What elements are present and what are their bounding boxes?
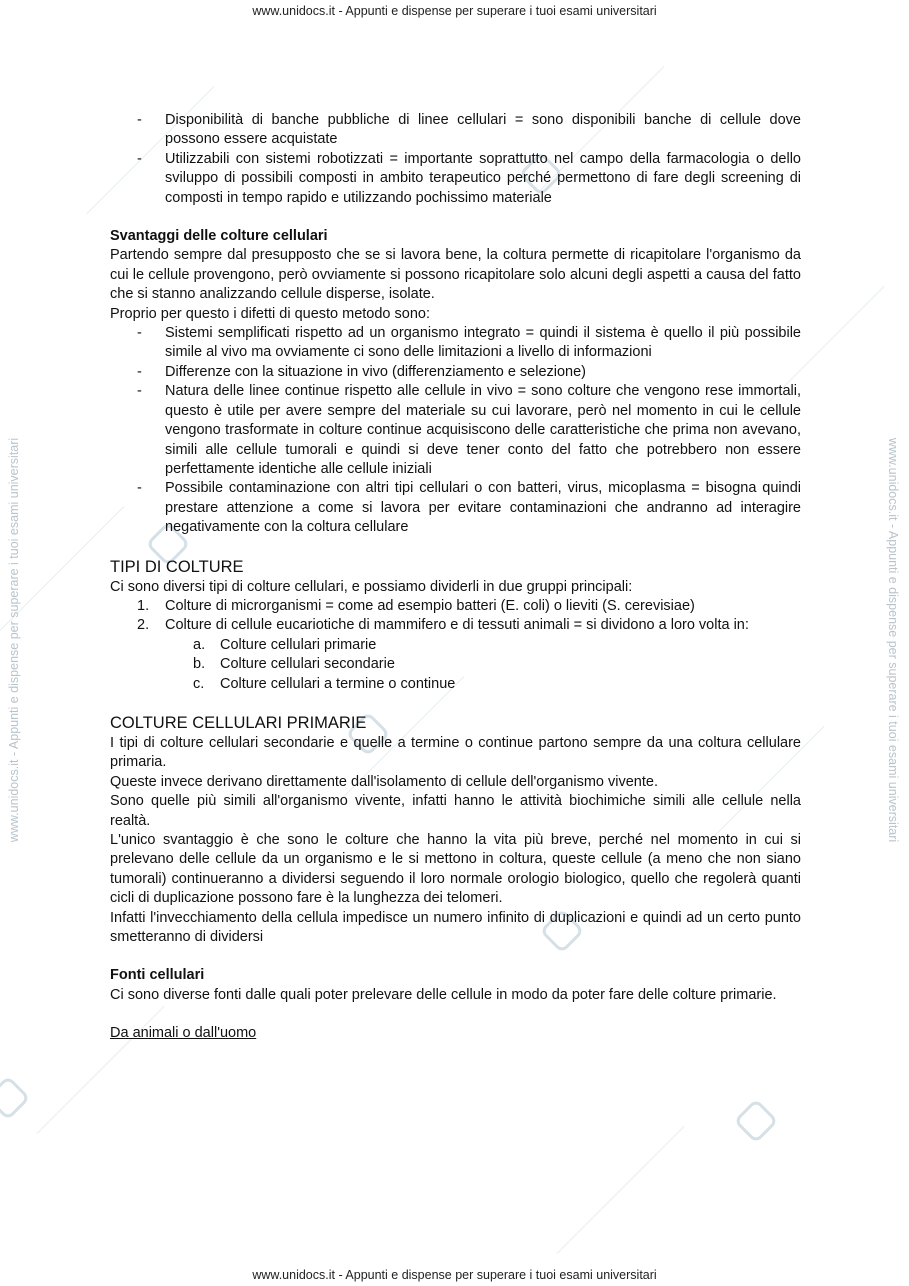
paragraph: Partendo sempre dal presupposto che se si lavora bene, la coltura permette di ricapitolare l'organismo da cui le cellule provengono, però ovviamente si possono ricapitolare solo alcuni degli aspetti a causa del fatto che si stanno analizzando cellule disperse, isolate. <box>110 247 801 303</box>
list-letter: c. <box>193 675 205 692</box>
section-heading-fonti: Fonti cellulari <box>110 967 205 984</box>
list-item-text: Colture cellulari a termine o continue <box>220 675 456 692</box>
paragraph: L'unico svantaggio è che sono le colture che hanno la vita più breve, perché nel momento in cui si prelevano delle cellule da un organismo e le si mettono in coltura, queste cellule (a meno che non siano tumorali) continueranno a dividersi seguendo il loro normale orologio biologico, quello che regolerà quanti cicli di duplicazione possono fare è la lunghezza dei telomeri. <box>110 832 801 907</box>
section-heading-tipi: TIPI DI COLTURE <box>110 557 244 576</box>
sub-list-item <box>110 636 801 655</box>
list-number: 1. <box>137 597 150 614</box>
watermark-line <box>557 1126 685 1254</box>
paragraph: I tipi di colture cellulari secondarie e quelle a termine o continue partono sempre da una coltura cellulare primaria. <box>110 734 801 771</box>
list-item-text: Colture cellulari primarie <box>220 636 377 653</box>
list-item <box>110 616 801 635</box>
list-item: - Differenze con la situazione in vivo (differenziamento e selezione) <box>110 363 801 382</box>
list-letter: b. <box>193 656 206 673</box>
document-body <box>110 111 801 1044</box>
list-item-text: Colture di cellule eucariotiche di mammifero e di tessuti animali = si dividono a loro volta in: <box>165 617 749 634</box>
paragraph: Proprio per questo i difetti di questo metodo sono: <box>110 305 430 322</box>
paragraph: Queste invece derivano direttamente dall'isolamento di cellule dell'organismo vivente. <box>110 773 658 790</box>
list-item <box>110 597 801 616</box>
watermark-top: www.unidocs.it - Appunti e dispense per superare i tuoi esami universitari <box>252 4 657 18</box>
list-item: - Utilizzabili con sistemi robotizzati = importante soprattutto nel campo della farmacologia o dello sviluppo di possibili composti in ambito terapeutico perché permettono di fare degli screening di composti in tempo rapido e utilizzando pochissimo materiale <box>110 150 801 208</box>
sub-list-item <box>110 655 801 674</box>
intro-bullet-list <box>110 111 801 208</box>
watermark-left: www.unidocs.it - Appunti e dispense per superare i tuoi esami universitari <box>7 437 21 843</box>
list-item: - Disponibilità di banche pubbliche di linee cellulari = sono disponibili banche di cellule dove possono essere acquistate <box>110 111 801 150</box>
paragraph: Ci sono diversi tipi di colture cellulari, e possiamo dividerli in due gruppi principali: <box>110 578 633 595</box>
paragraph: Infatti l'invecchiamento della cellula impedisce un numero infinito di duplicazioni e quindi ad un certo punto smetteranno di dividersi <box>110 909 801 946</box>
list-item-text: Colture di microrganismi = come ad esempio batteri (E. coli) o lieviti (S. cerevisiae) <box>165 597 695 614</box>
list-item-text: Colture cellulari secondarie <box>220 656 395 673</box>
list-item: - Natura delle linee continue rispetto alle cellule in vivo = sono colture che vengono rese immortali, questo è utile per avere sempre del materiale su cui lavorare, però nel momento in cui le cellule vengono trasformate in colture continue acquisiscono delle caratteristiche che prima non avevano, simili alle cellule tumorali e quindi si deve tener conto del fatto che potrebbero non essere perfettamente identiche alle cellule iniziali <box>110 382 801 479</box>
paragraph: Ci sono diverse fonti dalle quali poter prelevare delle cellule in modo da poter fare delle colture primarie. <box>110 986 777 1003</box>
section-heading-svantaggi: Svantaggi delle colture cellulari <box>110 228 328 245</box>
sub-list-item <box>110 675 801 694</box>
tipi-sub-list <box>110 636 801 694</box>
svantaggi-bullet-list <box>110 324 801 537</box>
list-item: - Possibile contaminazione con altri tipi cellulari o con batteri, virus, micoplasma = bisogna quindi prestare attenzione a come si lavora per evitare contaminazioni che andranno ad interagire negativamente con la coltura cellulare <box>110 479 801 537</box>
watermark-right: www.unidocs.it - Appunti e dispense per superare i tuoi esami universitari <box>886 437 900 843</box>
unidocs-logo-icon <box>0 1075 31 1120</box>
list-number: 2. <box>137 617 150 634</box>
paragraph: Sono quelle più simili all'organismo vivente, infatti hanno le attività biochimiche simili alle cellule nella realtà. <box>110 793 801 829</box>
unidocs-logo-icon <box>733 1098 778 1143</box>
watermark-bottom: www.unidocs.it - Appunti e dispense per superare i tuoi esami universitari <box>252 1268 657 1282</box>
section-heading-primarie: COLTURE CELLULARI PRIMARIE <box>110 713 367 732</box>
sub-heading-animali: Da animali o dall'uomo <box>110 1025 257 1042</box>
list-item: - Sistemi semplificati rispetto ad un organismo integrato = quindi il sistema è quello il più possibile simile al vivo ma ovviamente ci sono delle limitazioni a livello di informazioni <box>110 324 801 363</box>
list-letter: a. <box>193 636 206 653</box>
tipi-numbered-list <box>110 597 801 636</box>
